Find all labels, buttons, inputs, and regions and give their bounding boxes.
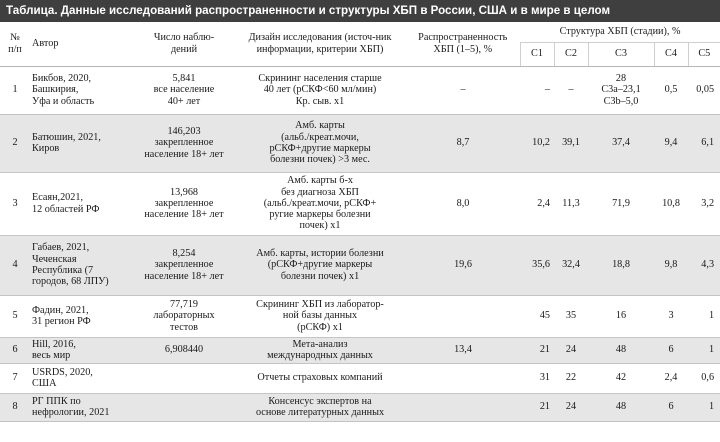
cell-stage-c3: 28 С3а–23,1 С3b–5,0 (601, 73, 641, 107)
cell-author: Бикбов, 2020, Башкирия, Уфа и область (32, 73, 95, 107)
header-stage-c4: С4 (654, 42, 688, 66)
cell-stage-c5: 4,3 (701, 259, 715, 271)
cell-stage-c5: 1 (708, 401, 715, 413)
cell-author: USRDS, 2020, США (32, 366, 93, 389)
table-row (0, 393, 720, 421)
cell-count: 77,719 лабораторных тестов (153, 299, 215, 333)
table-row (0, 363, 720, 393)
header-count: Число наблю-дений (134, 22, 234, 66)
cell-stage-c2: 22 (565, 372, 577, 384)
cell-count: 5,841 все население 40+ лет (153, 73, 215, 107)
cell-stage-c2: 24 (565, 401, 577, 413)
table-row (0, 295, 720, 337)
cell-author: Есаян,2021, 12 областей РФ (32, 192, 100, 215)
cell-stage-c1: 2,4 (537, 197, 550, 209)
cell-num: 5 (12, 310, 18, 322)
cell-stage-c3: 48 (615, 401, 627, 413)
cell-author: РГ ППК по нефрологии, 2021 (32, 395, 110, 418)
cell-prevalence (406, 393, 520, 421)
cell-stage-c5: 6,1 (701, 137, 715, 149)
cell-num: 6 (12, 344, 18, 356)
header-author: Автор (30, 22, 134, 66)
header-stage-c3: С3 (588, 42, 654, 66)
table-row (0, 114, 720, 172)
cell-prevalence: – (460, 84, 466, 96)
cell-stage-c1: 10,2 (532, 137, 550, 149)
cell-stage-c1: 21 (539, 401, 550, 413)
cell-stage-c5: 0,05 (696, 84, 715, 96)
header-stage-c2: С2 (554, 42, 588, 66)
cell-num: 7 (12, 372, 18, 384)
cell-stage-c1: 21 (539, 344, 550, 356)
cell-stage-c5: 1 (708, 310, 715, 322)
cell-stage-c2: 35 (565, 310, 577, 322)
cell-design: Скрининг ХБП из лаборатор- ной базы данных (рСКФ) х1 (256, 299, 384, 333)
ckd-prevalence-table (0, 22, 720, 422)
cell-num: 8 (12, 401, 18, 413)
header-prevalence: Распространенность ХБП (1–5), % (406, 22, 520, 66)
cell-count (134, 363, 234, 393)
cell-stage-c1: – (544, 84, 550, 96)
cell-count: 6,908440 (164, 344, 204, 356)
cell-stage-c1: 31 (539, 372, 550, 384)
cell-count: 13,968 закрепленное население 18+ лет (144, 186, 224, 221)
cell-prevalence: 13,4 (454, 344, 472, 356)
cell-stage-c3: 37,4 (612, 137, 630, 149)
table-row (0, 337, 720, 363)
header-design: Дизайн исследования (источ-ник информации, критерии ХБП) (234, 22, 406, 66)
cell-design: Отчеты страховых компаний (257, 372, 383, 384)
cell-design: Амб. карты, истории болезни (рСКФ+другие маркеры болезни почек) х1 (256, 248, 384, 282)
table-title: Таблица. Данные исследований распространенности и структуры ХБП в России, США и в мире в целом (0, 0, 720, 22)
cell-stage-c2: 32,4 (562, 259, 580, 271)
cell-author: Фадин, 2021, 31 регион РФ (32, 304, 91, 327)
cell-stage-c5: 3,2 (701, 197, 715, 209)
cell-design: Амб. карты б-х без диагноза ХБП (альб./креат.мочи, рСКФ+ ругие маркеры болезни почек) х1 (263, 175, 377, 232)
cell-stage-c4: 9,4 (664, 137, 678, 149)
cell-prevalence: 19,6 (454, 259, 472, 271)
cell-prevalence: 8,7 (456, 137, 470, 149)
cell-stage-c2: – (568, 84, 574, 96)
header-structure: Структура ХБП (стадии), % (520, 22, 720, 42)
table-row (0, 235, 720, 295)
cell-stage-c4: 2,4 (664, 372, 678, 384)
header-num: № п/п (0, 22, 30, 66)
cell-author: Батюшин, 2021, Киров (32, 131, 101, 154)
cell-stage-c4: 9,8 (664, 259, 678, 271)
cell-num: 3 (12, 197, 18, 209)
table-row (0, 66, 720, 114)
cell-stage-c2: 11,3 (562, 197, 580, 209)
cell-author: Габаев, 2021, Чеченская Республика (7 городов, 68 ЛПУ) (32, 242, 109, 288)
cell-design: Консенсус экспертов на основе литературных данных (255, 395, 385, 418)
cell-count: 146,203 закрепленное население 18+ лет (144, 126, 224, 160)
cell-author: Hill, 2016, весь мир (32, 338, 76, 361)
cell-count: 8,254 закрепленное население 18+ лет (144, 248, 224, 282)
cell-stage-c1: 35,6 (532, 259, 550, 271)
cell-stage-c4: 0,5 (664, 84, 678, 96)
cell-count (134, 393, 234, 421)
cell-stage-c3: 48 (615, 344, 627, 356)
cell-stage-c4: 3 (668, 310, 674, 322)
cell-stage-c4: 6 (668, 344, 674, 356)
cell-stage-c5: 0,6 (701, 372, 715, 384)
cell-stage-c2: 24 (565, 344, 577, 356)
cell-stage-c3: 71,9 (612, 197, 630, 209)
cell-stage-c1: 45 (539, 310, 550, 322)
cell-num: 1 (12, 84, 18, 96)
cell-stage-c4: 6 (668, 401, 674, 413)
cell-prevalence (406, 295, 520, 337)
cell-design: Мета-анализ международных данных (267, 338, 373, 361)
cell-prevalence (406, 363, 520, 393)
cell-stage-c4: 10,8 (662, 197, 680, 209)
cell-prevalence: 8,0 (456, 197, 470, 209)
cell-design: Скрининг населения старше 40 лет (рСКФ<60 мл/мин) Кр. сыв. х1 (258, 73, 382, 107)
cell-stage-c3: 18,8 (612, 259, 630, 271)
cell-design: Амб. карты (альб./креат.мочи, рСКФ+другие маркеры болезни почек) >3 мес. (269, 120, 371, 166)
cell-num: 2 (12, 137, 18, 149)
header-stage-c1: С1 (520, 42, 554, 66)
header-stage-c5: С5 (688, 42, 720, 66)
cell-stage-c3: 42 (615, 372, 627, 384)
cell-stage-c5: 1 (708, 344, 715, 356)
table-body (0, 66, 720, 421)
cell-num: 4 (12, 259, 18, 271)
table-row (0, 172, 720, 235)
cell-stage-c3: 16 (615, 310, 627, 322)
cell-stage-c2: 39,1 (562, 137, 580, 149)
